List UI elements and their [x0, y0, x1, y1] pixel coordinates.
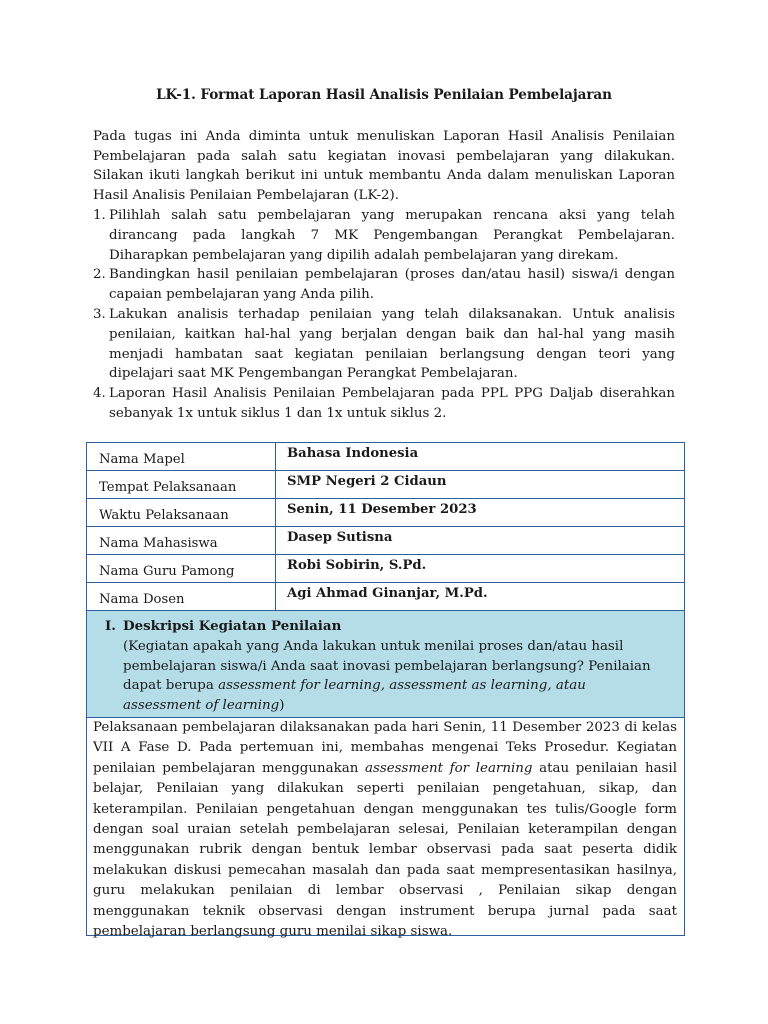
document-page	[93, 86, 675, 424]
document-title: LK-1. Format Laporan Hasil Analisis Penilaian Pembelajaran	[156, 87, 612, 103]
instructions-close: )	[279, 698, 285, 714]
steps-list	[93, 206, 675, 424]
step-item	[93, 384, 675, 424]
instructions-text: (Kegiatan apakah yang Anda lakukan untuk menilai proses dan/atau hasil pembelajaran siswa/i Anda saat inovasi pembelajaran berlangsung? Penilaian dapat berupa	[123, 638, 651, 694]
step-text: Lakukan analisis terhadap penilaian yang telah dilaksanakan. Untuk analisis penilaian, kaitkan hal-hal yang berjalan dengan baik dan hal-hal yang masih menjadi hambatan saat kegiatan penilaian berlangsung dengan teori yang dipelajari saat MK Pengembangan Perangkat Pembelajaran.	[109, 306, 675, 382]
table-row	[87, 499, 684, 527]
table-row	[87, 443, 684, 471]
step-text: Pilihlah salah satu pembelajaran yang merupakan rencana aksi yang telah dirancang pada langkah 7 MK Pengembangan Perangkat Pembelajaran. Diharapkan pembelajaran yang dipilih adalah pembelajaran yang direkam.	[109, 207, 675, 263]
step-item	[93, 206, 675, 265]
section-instructions	[105, 637, 664, 716]
row-value: Agi Ahmad Ginanjar, M.Pd.	[287, 586, 488, 601]
row-label: Nama Dosen	[87, 583, 276, 610]
step-number: 2.	[93, 267, 106, 283]
step-item	[93, 305, 675, 384]
table-row	[87, 583, 684, 611]
step-number: 1.	[93, 207, 106, 223]
step-text: Laporan Hasil Analisis Penilaian Pembelajaran pada PPL PPG Daljab diserahkan sebanyak 1x untuk siklus 1 dan 1x untuk siklus 2.	[109, 386, 675, 421]
answer-text-1: Pelaksanaan pembelajaran dilaksanakan pada hari Senin, 11 Desember 2023 di kelas VII A Fase D. Pada pertemuan ini, membahas mengenai Teks Prosedur. Kegiatan penilaian pembelajaran menggunakan	[93, 720, 677, 776]
step-number: 3.	[93, 306, 106, 322]
row-value: SMP Negeri 2 Cidaun	[287, 474, 447, 489]
row-value: Robi Sobirin, S.Pd.	[287, 558, 427, 573]
row-value: Dasep Sutisna	[287, 530, 393, 545]
section-heading	[105, 617, 664, 637]
instructions-italic: assessment for learning, assessment as learning, atau assessment of learning	[123, 678, 586, 714]
section-title: Deskripsi Kegiatan Penilaian	[123, 618, 342, 634]
section-answer	[87, 718, 684, 940]
step-item	[93, 265, 675, 305]
report-table	[86, 442, 685, 940]
answer-text-2: atau penilaian hasil belajar, Penilaian yang dilakukan seperti penilaian pengetahuan, sikap, dan keterampilan. Penilaian pengetahuan dengan menggunakan tes tulis/Google form dengan soal uraian setelah pembelajaran selesai, Penilaian keterampilan dengan menggunakan rubrik dengan bentuk lembar observasi pada saat peserta didik melakukan diskusi pemecahan masalah dan pada saat mempresentasikan hasilnya, guru melakukan penilaian di lembar observasi , Penilaian sikap dengan menggunakan teknik observasi dengan instrument berupa jurnal pada saat pembelajaran berlangsung guru menilai sikap siswa.	[93, 760, 677, 940]
row-label: Nama Guru Pamong	[87, 555, 276, 582]
row-label: Nama Mapel	[87, 443, 276, 470]
table-row	[87, 471, 684, 499]
step-number: 4.	[93, 386, 106, 402]
row-label: Nama Mahasiswa	[87, 527, 276, 554]
row-value: Bahasa Indonesia	[287, 446, 419, 461]
row-label: Waktu Pelaksanaan	[87, 499, 276, 526]
row-value: Senin, 11 Desember 2023	[287, 502, 477, 517]
table-row	[87, 555, 684, 583]
section-number: I.	[105, 618, 116, 634]
intro-paragraph: Pada tugas ini Anda diminta untuk menuliskan Laporan Hasil Analisis Penilaian Pembelajaran pada salah satu kegiatan inovasi pembelajaran yang dilakukan. Silakan ikuti langkah berikut ini untuk membantu Anda dalam menuliskan Laporan Hasil Analisis Penilaian Pembelajaran (LK-2).	[93, 128, 675, 204]
answer-italic: assessment for learning	[364, 760, 533, 776]
section-header	[87, 611, 684, 718]
step-text: Bandingkan hasil penilaian pembelajaran (proses dan/atau hasil) siswa/i dengan capaian pembelajaran yang Anda pilih.	[109, 267, 675, 303]
table-row	[87, 527, 684, 555]
row-label: Tempat Pelaksanaan	[87, 471, 276, 498]
